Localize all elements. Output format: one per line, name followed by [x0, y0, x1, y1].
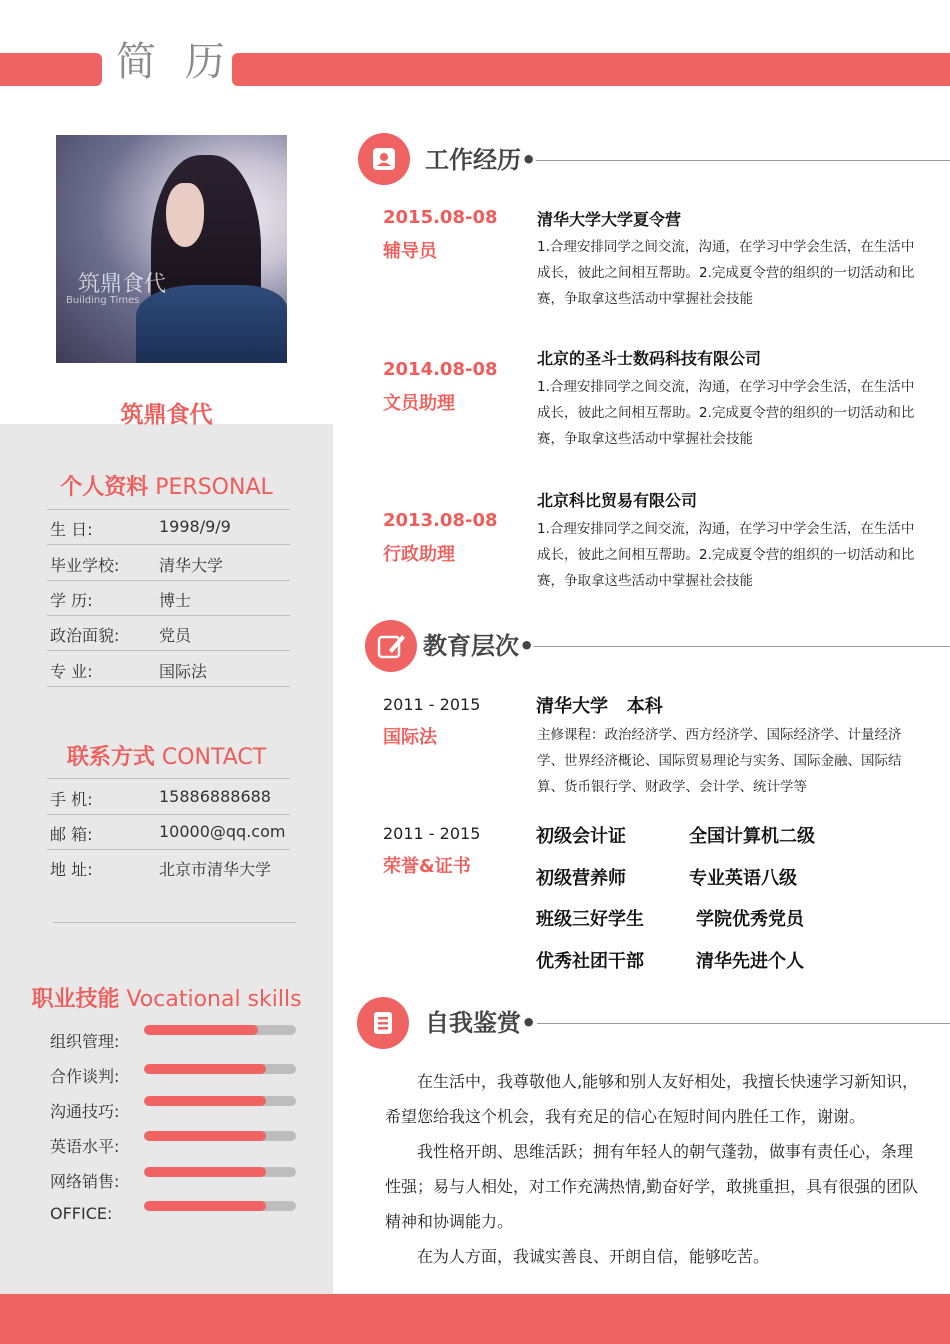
skill-label: 合作谈判: [50, 1067, 120, 1086]
info-key: 邮 箱: [50, 825, 93, 844]
education-major: 国际法 [383, 727, 437, 748]
info-value: 1998/9/9 [159, 517, 231, 536]
education-title-line [534, 646, 950, 647]
job-company: 清华大学大学夏令营 [537, 210, 682, 229]
skills-heading-en: Vocational skills [126, 987, 302, 1012]
job-description: 1.合理安排同学之间交流，沟通，在学习中学会生活，在生活中成长，彼此之间相互帮助。2.完成夏令营的组织的一切活动和比赛，争取拿这些活动中掌握社会技能 [537, 239, 915, 307]
self-paragraph: 在生活中，我尊敬他人,能够和别人友好相处，我擅长快速学习新知识，希望您给我这个机会，我有充足的信心在短时间内胜任工作，谢谢。 [385, 1072, 919, 1126]
person-name: 筑鼎食代 [120, 402, 213, 428]
job-role: 辅导员 [383, 241, 437, 262]
info-key: 地 址: [50, 860, 93, 879]
header-bar-left [0, 53, 102, 86]
contact-row-address [47, 849, 290, 884]
photo-watermark-en: Building Times [66, 295, 140, 306]
contact-heading [0, 740, 333, 771]
personal-heading-en: PERSONAL [155, 475, 273, 500]
self-evaluation-title: 自我鉴赏• [425, 1009, 537, 1037]
skills-heading-cn: 职业技能 [31, 987, 120, 1012]
job-date: 2013.08-08 [383, 510, 498, 531]
skill-label: OFFICE: [50, 1204, 113, 1223]
info-value: 北京市清华大学 [159, 860, 272, 879]
certificate-item: 学院优秀党员 [696, 909, 804, 930]
certificate-item: 初级营养师 [536, 868, 626, 889]
job-date: 2015.08-08 [383, 207, 498, 228]
education-period: 2011 - 2015 [383, 695, 481, 714]
contact-heading-en: CONTACT [161, 745, 267, 770]
header-bar-right [232, 53, 950, 86]
self-evaluation-text [385, 1064, 920, 1274]
job-role: 行政助理 [383, 544, 455, 565]
certificate-item: 专业英语八级 [689, 868, 797, 889]
certificate-item: 班级三好学生 [536, 909, 644, 930]
work-title-line [536, 160, 950, 161]
education-school: 清华大学 本科 [536, 696, 663, 717]
certificate-period: 2011 - 2015 [383, 824, 481, 843]
skill-bar-fill [144, 1064, 266, 1074]
photo-watermark: 筑鼎食代 [78, 272, 167, 297]
job-date: 2014.08-08 [383, 359, 498, 380]
contact-row-phone [47, 779, 290, 815]
info-value: 清华大学 [159, 556, 224, 575]
certificate-label: 荣誉&证书 [383, 856, 471, 877]
footer-bar [0, 1294, 950, 1344]
skill-bar [144, 1096, 296, 1106]
job-company: 北京科比贸易有限公司 [537, 491, 698, 510]
user-icon [358, 133, 410, 185]
info-key: 毕业学校: [50, 556, 120, 575]
skill-bar-fill [144, 1131, 266, 1141]
education-title: 教育层次• [423, 632, 535, 660]
info-key: 生 日: [50, 520, 93, 539]
skill-bar-fill [144, 1096, 266, 1106]
skill-bar [144, 1064, 296, 1074]
info-value: 国际法 [159, 662, 208, 681]
left-divider [53, 922, 296, 923]
certificate-item: 优秀社团干部 [536, 951, 644, 972]
personal-heading [0, 470, 333, 501]
page-title: 简 历 [116, 39, 233, 85]
skill-bar-fill [144, 1025, 258, 1035]
skill-bar [144, 1201, 296, 1211]
skill-label: 组织管理: [50, 1032, 120, 1051]
skills-heading [0, 982, 333, 1013]
education-courses: 主修课程：政治经济学、西方经济学、国际经济学、计量经济学、世界经济概论、国际贸易理论与实务、国际金融、国际结算、货币银行学、财政学、会计学、统计学等 [537, 727, 902, 795]
info-value: 15886888688 [159, 787, 271, 806]
document-icon [357, 997, 409, 1049]
personal-heading-cn: 个人资料 [60, 475, 149, 500]
info-row-politics [47, 615, 290, 651]
self-paragraph: 我性格开朗、思维活跃；拥有年轻人的朝气蓬勃，做事有责任心，条理性强；易与人相处，对工作充满热情,勤奋好学，敢挑重担，具有很强的团队精神和协调能力。 [385, 1142, 919, 1231]
profile-photo [56, 135, 287, 363]
skill-bar-fill [144, 1167, 266, 1177]
job-description: 1.合理安排同学之间交流，沟通，在学习中学会生活，在生活中成长，彼此之间相互帮助。2.完成夏令营的组织的一切活动和比赛，争取拿这些活动中掌握社会技能 [537, 379, 915, 447]
contact-heading-cn: 联系方式 [66, 745, 155, 770]
self-evaluation-title-line [537, 1023, 950, 1024]
edit-icon [365, 620, 417, 672]
skill-label: 英语水平: [50, 1137, 120, 1156]
info-key: 学 历: [50, 591, 93, 610]
info-key: 政治面貌: [50, 626, 120, 645]
job-role: 文员助理 [383, 393, 455, 414]
skill-label: 网络销售: [50, 1172, 120, 1191]
info-row-major [47, 651, 290, 687]
certificate-item: 清华先进个人 [696, 951, 804, 972]
info-value: 党员 [159, 626, 192, 645]
info-key: 专 业: [50, 662, 93, 681]
skill-bar [144, 1167, 296, 1177]
certificate-item: 初级会计证 [536, 826, 626, 847]
job-company: 北京的圣斗士数码科技有限公司 [537, 349, 762, 368]
info-row-degree [47, 580, 290, 616]
job-description: 1.合理安排同学之间交流，沟通，在学习中学会生活，在生活中成长，彼此之间相互帮助。2.完成夏令营的组织的一切活动和比赛，争取拿这些活动中掌握社会技能 [537, 521, 915, 589]
certificate-item: 全国计算机二级 [689, 826, 815, 847]
contact-row-email [47, 814, 290, 850]
info-value: 博士 [159, 591, 192, 610]
info-row-birthday [47, 509, 290, 545]
skill-bar [144, 1131, 296, 1141]
skill-label: 沟通技巧: [50, 1102, 120, 1121]
info-value: 10000@qq.com [159, 822, 286, 841]
self-paragraph: 在为人方面，我诚实善良、开朗自信，能够吃苦。 [417, 1247, 770, 1266]
info-key: 手 机: [50, 790, 93, 809]
info-row-school [47, 545, 290, 581]
skill-bar-fill [144, 1201, 266, 1211]
work-title: 工作经历• [425, 146, 537, 174]
skill-bar [144, 1025, 296, 1035]
